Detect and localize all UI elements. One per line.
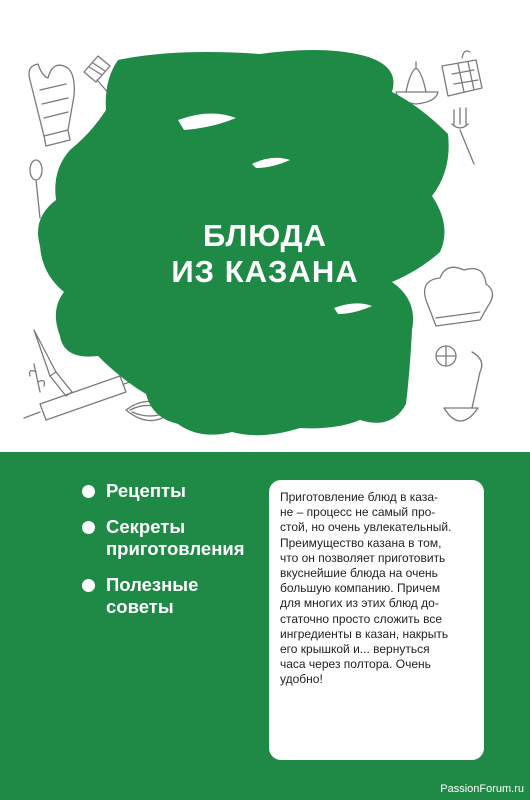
book-title-line-1: БЛЮДА (203, 218, 327, 253)
feature-label: приготовления (106, 538, 245, 559)
book-title-line-2: ИЗ КАЗАНА (171, 254, 359, 289)
feature-item-secrets (82, 516, 262, 560)
feature-label: Рецепты (106, 480, 186, 501)
feature-item-recipes (82, 480, 262, 502)
description-line: его крышкой и... вернуться (280, 642, 430, 657)
bullet-icon (82, 485, 95, 498)
bullet-icon (82, 579, 95, 592)
info-panel (0, 452, 530, 800)
description-line: стой, но очень увлекательный. (280, 520, 452, 535)
description-card (269, 480, 484, 760)
feature-list (82, 480, 262, 632)
feature-label: советы (106, 596, 174, 617)
feature-item-tips (82, 574, 262, 618)
description-line: большую компанию. Причем (280, 581, 441, 596)
description-line: удобно! (280, 672, 323, 687)
bullet-icon (82, 521, 95, 534)
watermark: PassionForum.ru (440, 783, 524, 795)
description-line: что он позволяет приготовить (280, 550, 446, 565)
description-line: не – процесс не самый про- (280, 505, 436, 520)
description-line: Преимущество казана в том, (280, 535, 442, 550)
description-line: статочно просто сложить все (280, 611, 443, 626)
description-line: вкуснейшие блюда на очень (280, 566, 438, 581)
feature-label: Полезные (106, 574, 199, 595)
description-line: Приготовление блюд в каза- (280, 490, 439, 504)
feature-label: Секреты (106, 516, 186, 537)
description-line: часа через полтора. Очень (280, 657, 431, 672)
description-line: для многих из этих блюд до- (280, 596, 439, 611)
description-line: ингредиенты в казан, накрыть (280, 626, 449, 641)
